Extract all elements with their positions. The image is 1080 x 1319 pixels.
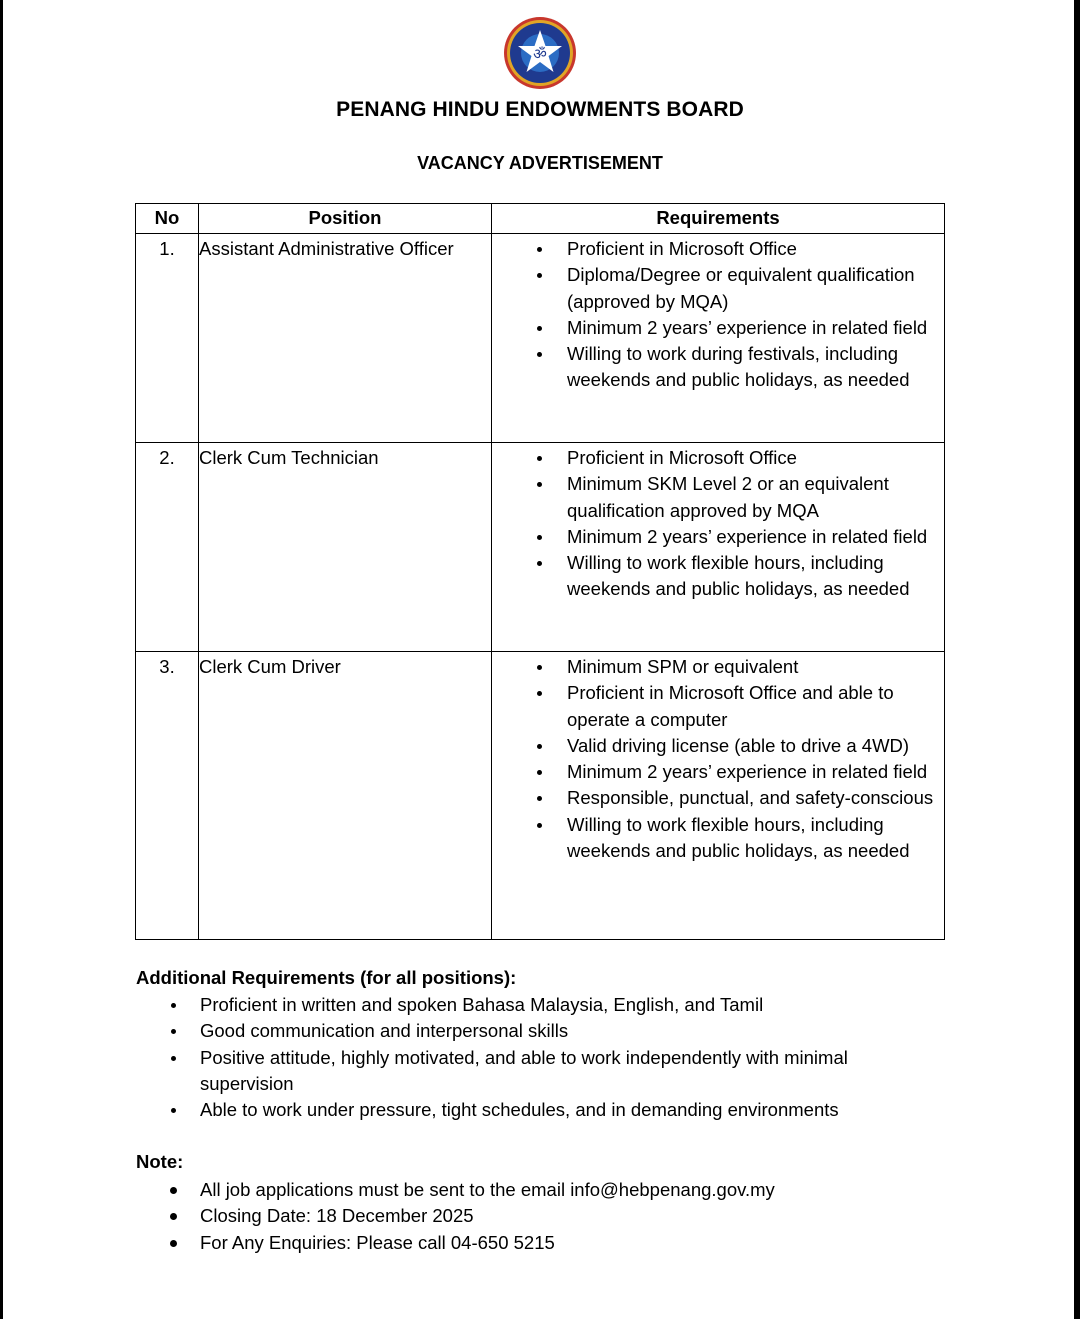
additional-requirement-item: Proficient in written and spoken Bahasa Malaysia, English, and Tamil — [200, 992, 930, 1018]
requirement-item: Minimum SPM or equivalent — [567, 654, 934, 680]
note-item-email: All job applications must be sent to the email info@hebpenang.gov.my — [200, 1177, 930, 1203]
requirement-item: Minimum SKM Level 2 or an equivalent qualification approved by MQA — [567, 471, 934, 524]
column-header-position: Position — [199, 204, 492, 234]
requirement-item: Responsible, punctual, and safety-conscious — [567, 785, 934, 811]
om-symbol-icon: ॐ — [533, 45, 547, 63]
document-title: VACANCY ADVERTISEMENT — [417, 153, 663, 173]
position-name: Clerk Cum Technician — [199, 443, 492, 652]
requirement-item: Willing to work flexible hours, including weekends and public holidays, as needed — [567, 550, 934, 603]
requirements-list — [492, 236, 944, 394]
note-item-closing-date: Closing Date: 18 December 2025 — [200, 1203, 930, 1229]
requirement-item: Proficient in Microsoft Office — [567, 236, 934, 262]
position-name: Clerk Cum Driver — [199, 652, 492, 940]
additional-requirements-heading: Additional Requirements (for all positions): — [136, 967, 517, 988]
requirement-item: Willing to work flexible hours, including weekends and public holidays, as needed — [567, 812, 934, 865]
additional-requirement-item: Good communication and interpersonal skills — [200, 1018, 930, 1044]
requirement-item: Minimum 2 years’ experience in related field — [567, 315, 934, 341]
column-header-requirements: Requirements — [492, 204, 945, 234]
requirement-item: Proficient in Microsoft Office — [567, 445, 934, 471]
requirement-item: Willing to work during festivals, including weekends and public holidays, as needed — [567, 341, 934, 394]
requirement-item: Proficient in Microsoft Office and able to operate a computer — [567, 680, 934, 733]
additional-requirement-item: Able to work under pressure, tight schedules, and in demanding environments — [200, 1097, 930, 1123]
note-item-enquiries: For Any Enquiries: Please call 04-650 5215 — [200, 1230, 930, 1256]
position-name: Assistant Administrative Officer — [199, 234, 492, 443]
table-header-row — [136, 204, 945, 234]
requirement-item: Diploma/Degree or equivalent qualification (approved by MQA) — [567, 262, 934, 315]
requirements-cell — [492, 652, 945, 940]
vacancy-table — [135, 203, 945, 940]
requirement-item: Minimum 2 years’ experience in related field — [567, 524, 934, 550]
additional-requirements-list — [200, 992, 930, 1123]
table-row — [136, 443, 945, 652]
additional-requirement-item: Positive attitude, highly motivated, and able to work independently with minimal supervision — [200, 1045, 930, 1098]
column-header-no: No — [136, 204, 199, 234]
requirements-list — [492, 445, 944, 603]
note-heading: Note: — [136, 1151, 184, 1172]
note-list — [200, 1177, 930, 1256]
row-number: 1. — [136, 234, 199, 443]
page-edge-left — [0, 0, 3, 1319]
organization-logo — [501, 16, 579, 90]
requirements-cell — [492, 443, 945, 652]
table-row — [136, 234, 945, 443]
row-number: 2. — [136, 443, 199, 652]
table-row — [136, 652, 945, 940]
requirement-item: Minimum 2 years’ experience in related field — [567, 759, 934, 785]
requirements-cell — [492, 234, 945, 443]
organization-title: PENANG HINDU ENDOWMENTS BOARD — [336, 98, 744, 121]
page-edge-right — [1074, 0, 1080, 1319]
requirement-item: Valid driving license (able to drive a 4WD) — [567, 733, 934, 759]
row-number: 3. — [136, 652, 199, 940]
requirements-list — [492, 654, 944, 864]
